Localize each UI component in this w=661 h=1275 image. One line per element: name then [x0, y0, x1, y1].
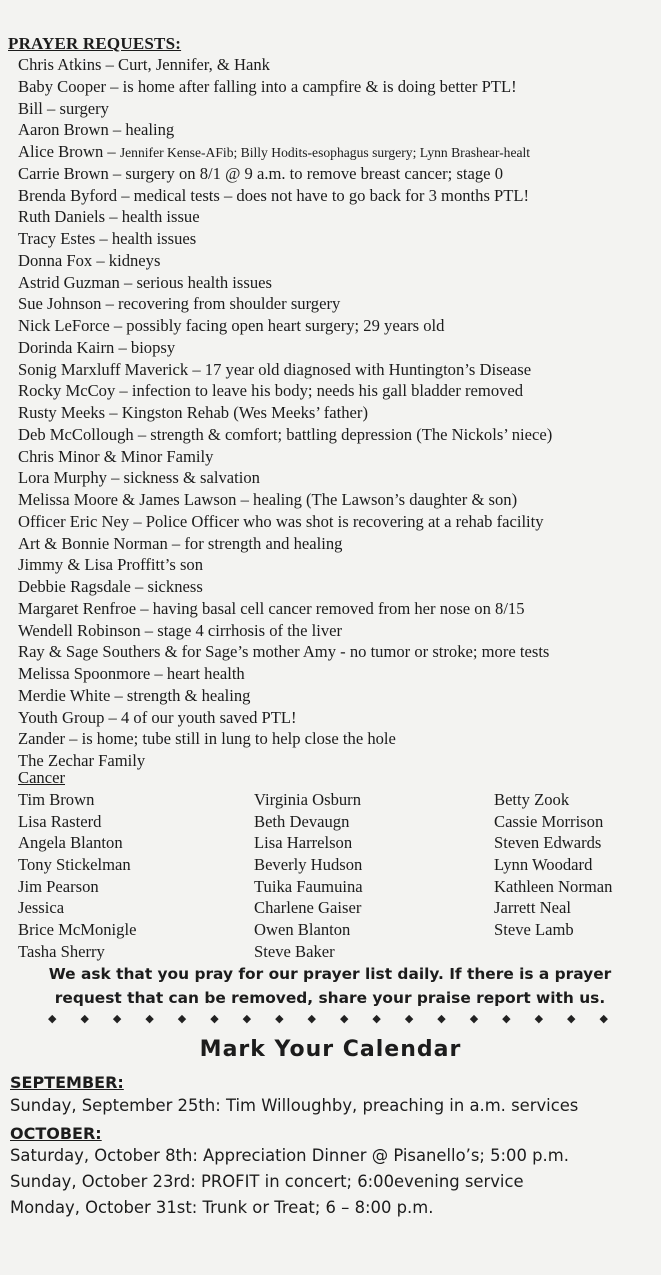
prayer-request-item: [18, 576, 658, 598]
prayer-request-item: [18, 54, 658, 76]
prayer-request-text: Aaron Brown – healing: [18, 120, 175, 140]
prayer-request-item: [18, 293, 658, 315]
cancer-list-item: Jarrett Neal: [494, 898, 571, 918]
prayer-request-text: The Zechar Family: [18, 751, 146, 770]
prayer-request-text: Wendell Robinson – stage 4 cirrhosis of the liver: [18, 620, 343, 640]
cancer-list-item: Beth Devaugn: [254, 811, 350, 831]
prayer-request-text: Alice Brown –: [18, 142, 120, 161]
prayer-request-note: Jennifer Kense-AFib; Billy Hodits-esophagus surgery; Lynn Brashear-healt: [119, 145, 531, 160]
prayer-request-text: Rocky McCoy – infection to leave his body; needs his gall bladder removed: [18, 381, 524, 401]
prayer-request-item: [18, 315, 658, 337]
prayer-request-text: Sue Johnson – recovering from shoulder surgery: [18, 294, 341, 314]
prayer-request-item: [18, 185, 658, 207]
prayer-request-item: [18, 98, 658, 120]
prayer-request-text: Brenda Byford – medical tests – does not have to go back for 3 months PTL!: [18, 185, 530, 205]
cancer-list-item: Steve Baker: [254, 941, 335, 961]
prayer-request-text: Officer Eric Ney – Police Officer who was shot is recovering at a rehab facility: [18, 511, 544, 531]
cancer-list-item: Steve Lamb: [494, 920, 574, 940]
cancer-list-item: Virginia Osburn: [254, 790, 362, 809]
prayer-request-text: Chris Minor & Minor Family: [18, 446, 214, 466]
cancer-list-item: Jessica: [18, 898, 65, 918]
diamond-icon: ◆: [48, 1012, 57, 1025]
diamond-icon: ◆: [437, 1012, 446, 1025]
diamond-icon: ◆: [534, 1012, 544, 1025]
prayer-request-list: [18, 54, 658, 772]
prayer-request-item: [18, 272, 658, 294]
cancer-column-3: [494, 789, 612, 941]
pray-note-line-2: request that can be removed, share your praise report with us.: [54, 989, 606, 1007]
diamond-icon: ◆: [307, 1012, 316, 1025]
prayer-request-text: Ray & Sage Southers & for Sage’s mother Amy - no tumor or stroke; more tests: [18, 642, 550, 662]
cancer-list-item: Brice McMonigle: [18, 920, 137, 940]
prayer-request-text: Chris Atkins – Curt, Jennifer, & Hank: [18, 55, 270, 74]
prayer-request-text: Art & Bonnie Norman – for strength and healing: [18, 533, 343, 553]
cancer-list-item: Angela Blanton: [18, 833, 123, 853]
prayer-request-text: Margaret Renfroe – having basal cell cancer removed from her nose on 8/15: [18, 598, 525, 618]
prayer-request-text: Deb McCollough – strength & comfort; battling depression (The Nickols’ niece): [18, 424, 553, 444]
prayer-request-item: [18, 380, 658, 402]
prayer-request-text: Sonig Marxluff Maverick – 17 year old diagnosed with Huntington’s Disease: [18, 359, 532, 379]
prayer-request-text: Merdie White – strength & healing: [18, 685, 251, 705]
prayer-request-item: [18, 511, 658, 533]
prayer-request-item: [18, 489, 658, 511]
prayer-request-item: [18, 76, 658, 98]
prayer-request-text: Carrie Brown – surgery on 8/1 @ 9 a.m. to remove breast cancer; stage 0: [18, 163, 503, 183]
prayer-request-item: [18, 728, 658, 750]
cancer-list-item: Tuika Faumuina: [254, 876, 363, 896]
prayer-request-item: [18, 141, 658, 163]
cancer-list-item: Jim Pearson: [18, 876, 99, 896]
prayer-request-text: Dorinda Kairn – biopsy: [18, 337, 176, 357]
cancer-list-item: Steven Edwards: [494, 833, 602, 853]
pray-note-line-1: We ask that you pray for our prayer list daily. If there is a prayer: [48, 965, 612, 983]
prayer-requests-title: PRAYER REQUESTS:: [8, 34, 182, 53]
prayer-request-text: Jimmy & Lisa Proffitt’s son: [18, 555, 204, 575]
diamond-icon: ◆: [469, 1012, 479, 1025]
prayer-request-text: Tracy Estes – health issues: [18, 229, 197, 248]
prayer-request-item: [18, 620, 658, 642]
prayer-request-item: [18, 685, 658, 707]
cancer-column-1: [18, 789, 136, 963]
diamond-icon: ◆: [275, 1012, 284, 1025]
prayer-request-item: [18, 163, 658, 185]
cancer-column-2: [254, 789, 363, 963]
prayer-request-text: Debbie Ragsdale – sickness: [18, 577, 203, 596]
diamond-icon: ◆: [145, 1012, 154, 1025]
prayer-request-item: [18, 663, 658, 685]
cancer-list-item: Charlene Gaiser: [254, 898, 362, 918]
prayer-request-text: Lora Murphy – sickness & salvation: [18, 468, 260, 488]
prayer-request-item: [18, 402, 658, 424]
prayer-request-item: [18, 707, 658, 729]
calendar-event: Monday, October 31st: Trunk or Treat; 6 – 8:00 p.m.: [10, 1198, 434, 1217]
diamond-icon: ◆: [502, 1012, 511, 1025]
prayer-request-item: [18, 533, 658, 555]
prayer-request-text: Nick LeForce – possibly facing open heart surgery; 29 years old: [18, 316, 445, 335]
prayer-request-item: [18, 119, 658, 141]
diamond-icon: ◆: [599, 1012, 608, 1025]
diamond-icon: ◆: [112, 1012, 122, 1025]
prayer-request-item: [18, 641, 658, 663]
prayer-request-item: [18, 598, 658, 620]
diamond-icon: ◆: [339, 1012, 349, 1025]
calendar-event: Saturday, October 8th: Appreciation Dinner @ Pisanello’s; 5:00 p.m.: [10, 1146, 569, 1165]
prayer-request-item: [18, 250, 658, 272]
cancer-list-item: Kathleen Norman: [494, 876, 613, 896]
prayer-request-text: Youth Group – 4 of our youth saved PTL!: [18, 707, 297, 727]
diamond-icon: ◆: [372, 1012, 381, 1025]
prayer-request-item: [18, 554, 658, 576]
prayer-request-item: [18, 424, 658, 446]
prayer-request-item: [18, 337, 658, 359]
cancer-list-item: Cassie Morrison: [494, 811, 604, 831]
prayer-request-text: Melissa Spoonmore – heart health: [18, 664, 245, 683]
september-label-text: SEPTEMBER:: [10, 1073, 124, 1092]
prayer-request-text: Astrid Guzman – serious health issues: [18, 272, 272, 292]
prayer-request-item: [18, 750, 658, 772]
calendar-event: Sunday, September 25th: Tim Willoughby, preaching in a.m. services: [10, 1096, 579, 1115]
prayer-request-item: [18, 206, 658, 228]
prayer-request-text: Ruth Daniels – health issue: [18, 207, 200, 227]
cancer-list-item: Lisa Rasterd: [18, 811, 102, 831]
diamond-icon: ◆: [80, 1012, 89, 1025]
diamond-icon: ◆: [404, 1012, 414, 1025]
prayer-request-item: [18, 228, 658, 250]
diamond-icon: ◆: [210, 1012, 219, 1025]
october-label: OCTOBER:: [10, 1124, 102, 1143]
cancer-list-item: Lynn Woodard: [494, 855, 593, 875]
diamond-icon: ◆: [177, 1012, 187, 1025]
calendar-title: Mark Your Calendar: [199, 1037, 462, 1062]
cancer-list-item: Lisa Harrelson: [254, 833, 353, 853]
prayer-request-text: Baby Cooper – is home after falling into a campfire & is doing better PTL!: [18, 76, 517, 96]
cancer-list-item: Beverly Hudson: [254, 855, 363, 875]
cancer-list-item: Betty Zook: [494, 790, 570, 809]
calendar-event: Sunday, October 23rd: PROFIT in concert; 6:00evening service: [10, 1172, 524, 1191]
prayer-request-item: [18, 359, 658, 381]
cancer-list-item: Owen Blanton: [254, 920, 351, 940]
cancer-list-item: Tim Brown: [18, 790, 95, 809]
prayer-request-text: Melissa Moore & James Lawson – healing (The Lawson’s daughter & son): [18, 490, 518, 509]
diamond-icon: ◆: [242, 1012, 252, 1025]
prayer-request-text: Rusty Meeks – Kingston Rehab (Wes Meeks’ father): [18, 403, 368, 422]
diamond-icon: ◆: [567, 1012, 576, 1025]
september-label: [10, 1073, 124, 1092]
diamond-divider: [48, 1012, 608, 1025]
cancer-heading: Cancer: [18, 768, 65, 787]
prayer-request-text: Donna Fox – kidneys: [18, 250, 161, 270]
prayer-request-text: Zander – is home; tube still in lung to help close the hole: [18, 729, 396, 749]
pray-daily-note: [30, 962, 630, 1010]
cancer-list-item: Tony Stickelman: [18, 855, 131, 875]
prayer-request-item: [18, 446, 658, 468]
cancer-list-item: Tasha Sherry: [18, 941, 105, 961]
prayer-request-text: Bill – surgery: [18, 98, 109, 118]
prayer-request-item: [18, 467, 658, 489]
